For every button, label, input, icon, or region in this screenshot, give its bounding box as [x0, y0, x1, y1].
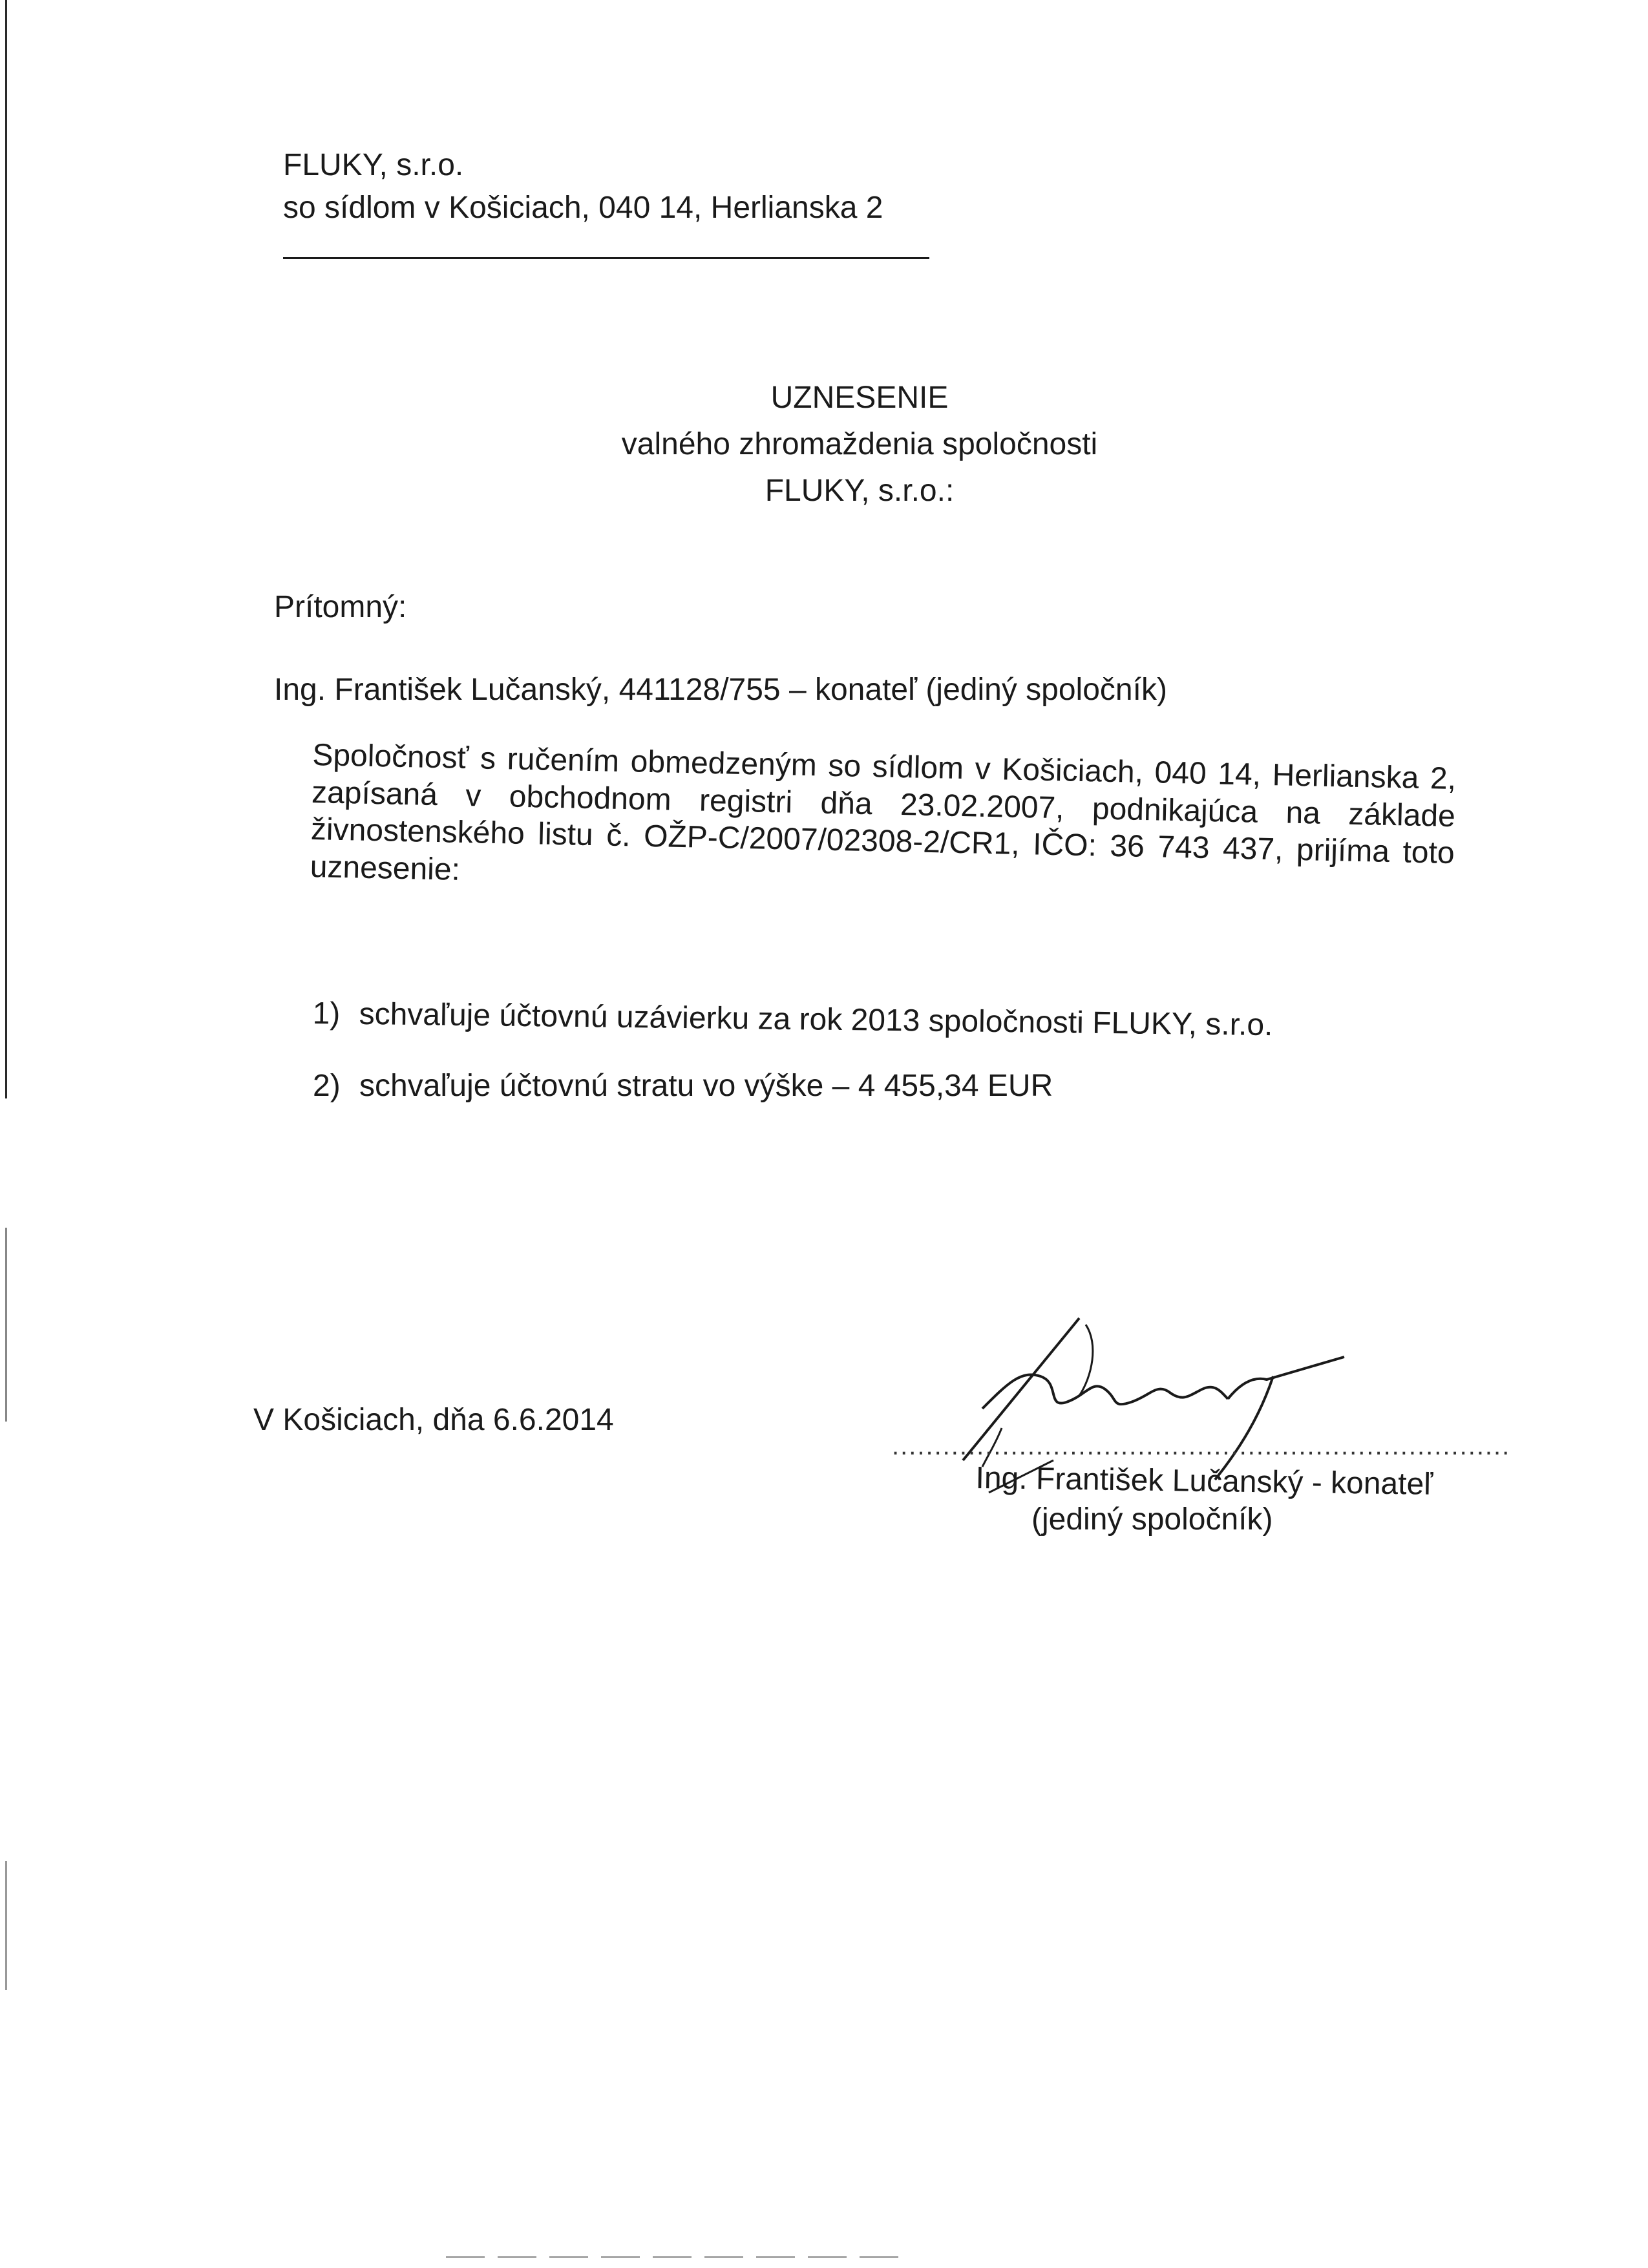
- scan-footer-artifact: [446, 2256, 898, 2258]
- resolution-number: 1): [312, 996, 341, 1031]
- resolution-item: [312, 995, 1411, 1045]
- scan-edge-line: [5, 0, 7, 1098]
- title-line-3: FLUKY, s.r.o.:: [765, 474, 955, 508]
- signatory-role: (jediný spoločník): [1031, 1502, 1273, 1537]
- company-address: so sídlom v Košiciach, 040 14, Herlianska 2: [283, 191, 883, 225]
- intro-paragraph: Spoločnosť s ručením obmedzeným so sídlom v Košiciach, 040 14, Herlianska 2, zapísaná v obchodnom registri dňa 23.02.2007, podnikajúca na základe živnostenského listu č. OŽP-C/2007/02308-2/CR1, IČO: 36 743 437, prijíma toto uznesenie:: [310, 737, 1457, 887]
- title-line-2: valného zhromaždenia spoločnosti: [621, 427, 1098, 461]
- present-person: Ing. František Lučanský, 441128/755 – konateľ (jediný spoločník): [274, 673, 1167, 707]
- header-divider: [283, 257, 929, 259]
- place-and-date: V Košiciach, dňa 6.6.2014: [253, 1403, 614, 1437]
- resolution-item: [313, 1067, 1411, 1105]
- resolution-text: schvaľuje účtovnú stratu vo výške – 4 455,34 EUR: [359, 1068, 1053, 1103]
- scan-edge-line: [5, 1228, 7, 1422]
- signatory-name: Ing. František Lučanský - konateľ: [975, 1461, 1433, 1502]
- scan-edge-line: [5, 1861, 7, 1990]
- resolution-text: schvaľuje účtovnú uzávierku za rok 2013 spoločnosti FLUKY, s.r.o.: [359, 996, 1273, 1043]
- company-name: FLUKY, s.r.o.: [283, 148, 464, 182]
- title-line-1: UZNESENIE: [770, 381, 949, 415]
- resolution-number: 2): [313, 1068, 341, 1103]
- signature-block: [892, 1305, 1511, 1551]
- present-label: Prítomný:: [274, 590, 407, 624]
- resolution-list: [313, 995, 1411, 1139]
- document-title: [569, 375, 1150, 514]
- signature-line: .........................................................................: [892, 1432, 1511, 1460]
